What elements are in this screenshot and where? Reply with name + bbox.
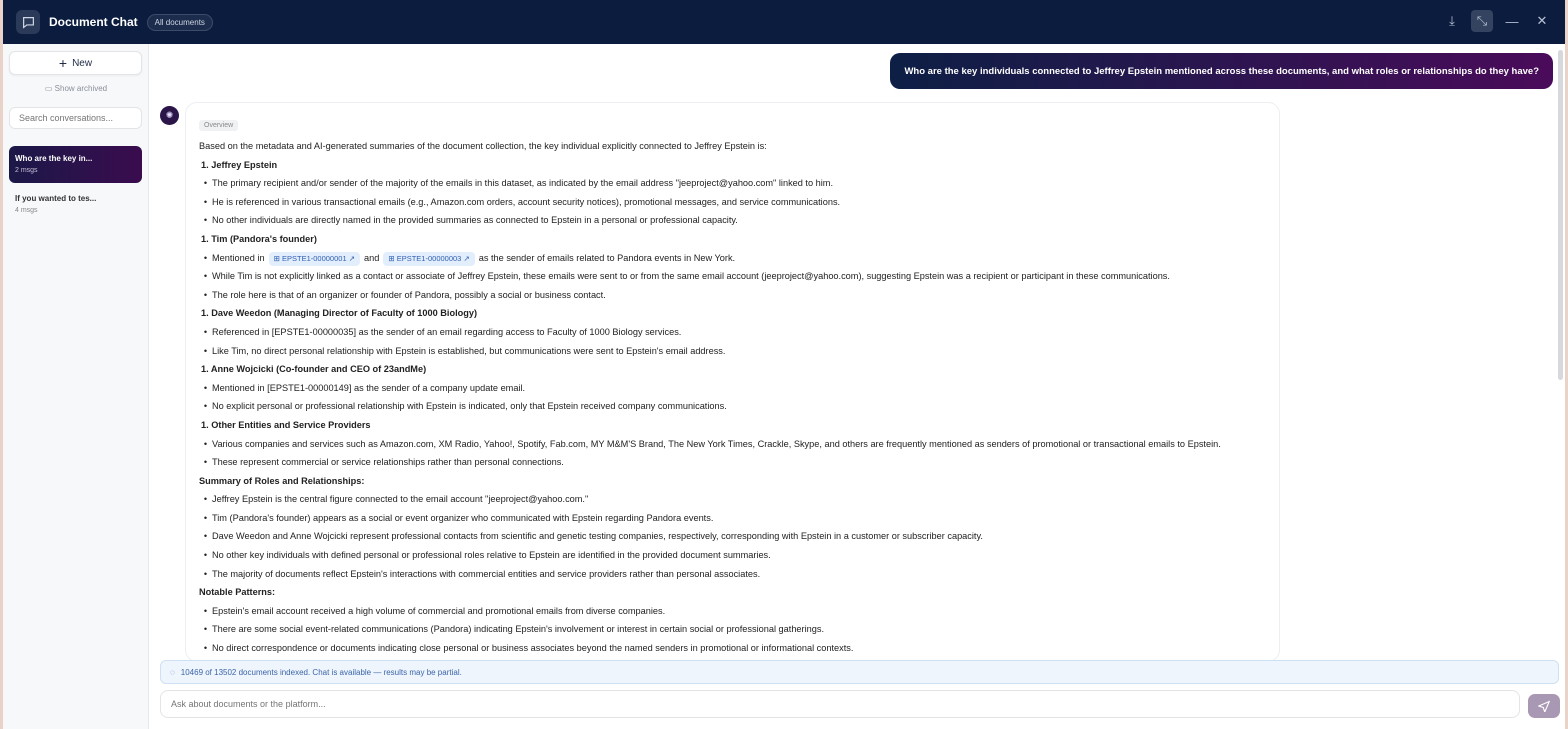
bullet-item — [199, 620, 1266, 639]
bullet-text: Epstein's email account received a high volume of commercial and promotional emails from diverse companies. — [212, 605, 666, 616]
indexing-status — [160, 660, 1559, 684]
conversation-meta: 2 msgs — [15, 167, 38, 174]
bullet-item — [199, 490, 1266, 509]
bullet-text: Referenced in [EPSTE1-00000035] as the sender of an email regarding access to Faculty of 1000 Biology services. — [212, 326, 682, 337]
section-heading-text: Summary of Roles and Relationships: — [199, 475, 365, 486]
close-icon[interactable]: ✕ — [1536, 13, 1548, 28]
bullet-item — [199, 211, 1266, 230]
collapse-icon[interactable]: ⤡ — [1471, 10, 1493, 32]
document-reference-link[interactable]: ⊞ EPSTE1-00000003 ↗ — [383, 252, 474, 266]
bullet-item — [199, 565, 1266, 584]
bullet-text: The role here is that of an organizer or founder of Pandora, possibly a social or business contact. — [212, 289, 606, 300]
bullet-text: No other key individuals with defined personal or professional roles relative to Epstein are identified in the provided document summaries. — [212, 550, 771, 561]
bullet-item — [199, 453, 1266, 472]
bullet-text: The majority of documents reflect Epstein's interactions with commercial entities and service providers rather than personal associates. — [212, 568, 761, 579]
heading-text: Dave Weedon (Managing Director of Faculty of 1000 Biology) — [211, 308, 478, 319]
bullet-text: These represent commercial or service relationships rather than personal connections. — [212, 457, 564, 468]
conversation-item[interactable] — [9, 186, 142, 223]
assistant-message — [185, 102, 1280, 662]
scrollbar[interactable] — [1558, 50, 1563, 380]
plus-icon: + — [58, 55, 68, 71]
bullet-text: Mentioned in — [212, 252, 265, 263]
send-button[interactable] — [1528, 694, 1560, 718]
list-number: 1. — [201, 308, 209, 319]
list-number: 1. — [201, 233, 209, 244]
chat-icon — [16, 10, 40, 34]
document-reference-link[interactable]: ⊞ EPSTE1-00000001 ↗ — [269, 252, 360, 266]
bullet-item — [199, 509, 1266, 528]
reference-id: EPSTE1-00000003 — [396, 253, 462, 263]
bullet-text: While Tim is not explicitly linked as a contact or associate of Jeffrey Epstein, these emails were sent to or from the same email account (jeeproject@yahoo.com), suggesting Epstein was a recipient or participant in these communications. — [212, 271, 1170, 282]
bullet-item — [199, 639, 1266, 658]
bullet-item — [199, 397, 1266, 416]
bullet-text: Mentioned in [EPSTE1-00000149] as the sender of a company update email. — [212, 382, 526, 393]
list-number: 1. — [201, 159, 209, 170]
section-heading-text: Notable Patterns: — [199, 587, 276, 598]
list-number: 1. — [201, 419, 209, 430]
bullet-text: He is referenced in various transactional emails (e.g., Amazon.com orders, account security notices), promotional messages, and service communications. — [212, 196, 841, 207]
minimize-icon[interactable]: — — [1505, 13, 1519, 29]
show-archived-label: Show archived — [54, 84, 108, 93]
sidebar — [3, 44, 149, 729]
bullet-item — [199, 342, 1266, 361]
bullet-text: Various companies and services such as Amazon.com, XM Radio, Yahoo!, Spotify, Fab.com, MY M&M'S Brand, The New York Times, Crackle, Skype, and others are frequently mentioned as senders of promotional or transactional emails to Epstein. — [212, 438, 1221, 449]
bullet-text: The primary recipient and/or sender of the majority of the emails in this dataset, as indicated by the email address "jeeproject@yahoo.com" linked to him. — [212, 178, 833, 189]
bullet-text: Dave Weedon and Anne Wojcicki represent professional contacts from scientific and genetic testing companies, respectively, corresponding with Epstein in a customer or subscriber capacity. — [212, 531, 983, 542]
bullet-text: as the sender of emails related to Pandora events in New York. — [478, 252, 736, 263]
bullet-item — [199, 267, 1266, 286]
numbered-heading — [199, 360, 1266, 379]
bullet-item — [199, 249, 1266, 268]
assistant-avatar: ✺ — [160, 106, 179, 125]
bullet-text: Tim (Pandora's founder) appears as a social or event organizer who communicated with Epstein regarding Pandora events. — [212, 512, 714, 523]
bullet-item — [199, 174, 1266, 193]
status-text: 10469 of 13502 documents indexed. Chat is available — results may be partial. — [180, 667, 462, 677]
bullet-text: There are some social event-related communications (Pandora) indicating Epstein's involvement or interest in certain social or professional gatherings. — [212, 624, 825, 635]
bullet-item — [199, 435, 1266, 454]
section-heading — [199, 583, 1266, 602]
numbered-heading — [199, 156, 1266, 175]
numbered-heading — [199, 416, 1266, 435]
bullet-item — [199, 323, 1266, 342]
section-heading — [199, 472, 1266, 491]
conversation-meta: 4 msgs — [15, 207, 38, 214]
overview-tag: Overview — [199, 120, 238, 131]
paragraph-text: Based on the metadata and AI-generated summaries of the document collection, the key individual explicitly connected to Jeffrey Epstein is: — [199, 141, 767, 151]
bullet-text: and — [364, 252, 380, 263]
bullet-text: No explicit personal or professional relationship with Epstein is indicated, only that Epstein received company communications. — [212, 401, 727, 412]
show-archived-link[interactable] — [3, 84, 149, 93]
app-window — [3, 0, 1565, 729]
search-conversations-input[interactable] — [9, 107, 142, 129]
paragraph — [199, 137, 1266, 156]
conversation-item[interactable] — [9, 146, 142, 183]
new-label: New — [72, 57, 93, 69]
heading-text: Anne Wojcicki (Co-founder and CEO of 23andMe) — [210, 364, 427, 375]
bullet-text: Like Tim, no direct personal relationship with Epstein is established, but communications were sent to Epstein's email address. — [212, 345, 726, 356]
reference-id: EPSTE1-00000001 — [281, 253, 347, 263]
chat-main — [150, 44, 1565, 729]
bullet-item — [199, 379, 1266, 398]
scope-badge[interactable]: All documents — [147, 14, 213, 31]
bullet-item — [199, 286, 1266, 305]
chat-input[interactable] — [160, 690, 1520, 718]
bullet-item — [199, 546, 1266, 565]
numbered-heading — [199, 230, 1266, 249]
conversation-title: Who are the key in... — [15, 154, 93, 163]
heading-text: Tim (Pandora's founder) — [211, 233, 317, 244]
archive-icon: ▭ — [44, 84, 53, 93]
bullet-item — [199, 527, 1266, 546]
bullet-text: No direct correspondence or documents indicating close personal or business associates beyond the named senders in promotional or informational contexts. — [212, 643, 854, 654]
app-title: Document Chat — [49, 15, 138, 29]
bullet-item — [199, 602, 1266, 621]
send-icon — [1538, 700, 1550, 712]
bullet-text: Jeffrey Epstein is the central figure connected to the email account "jeeproject@yahoo.com." — [212, 494, 589, 505]
bullet-text: No other individuals are directly named in the provided summaries as connected to Epstein in a personal or professional capacity. — [212, 215, 738, 226]
heading-text: Other Entities and Service Providers — [211, 419, 371, 430]
new-conversation-button[interactable] — [9, 51, 142, 75]
title-bar — [3, 0, 1565, 44]
numbered-heading — [199, 304, 1266, 323]
bullet-item — [199, 193, 1266, 212]
download-icon[interactable]: ⤓ — [1449, 13, 1455, 28]
user-message: Who are the key individuals connected to Jeffrey Epstein mentioned across these documents, and what roles or relationships do they have? — [890, 53, 1553, 89]
conversation-title: If you wanted to tes... — [15, 194, 97, 203]
list-number: 1. — [201, 364, 209, 375]
heading-text: Jeffrey Epstein — [211, 159, 278, 170]
spinner-icon: ◌ — [170, 667, 175, 677]
